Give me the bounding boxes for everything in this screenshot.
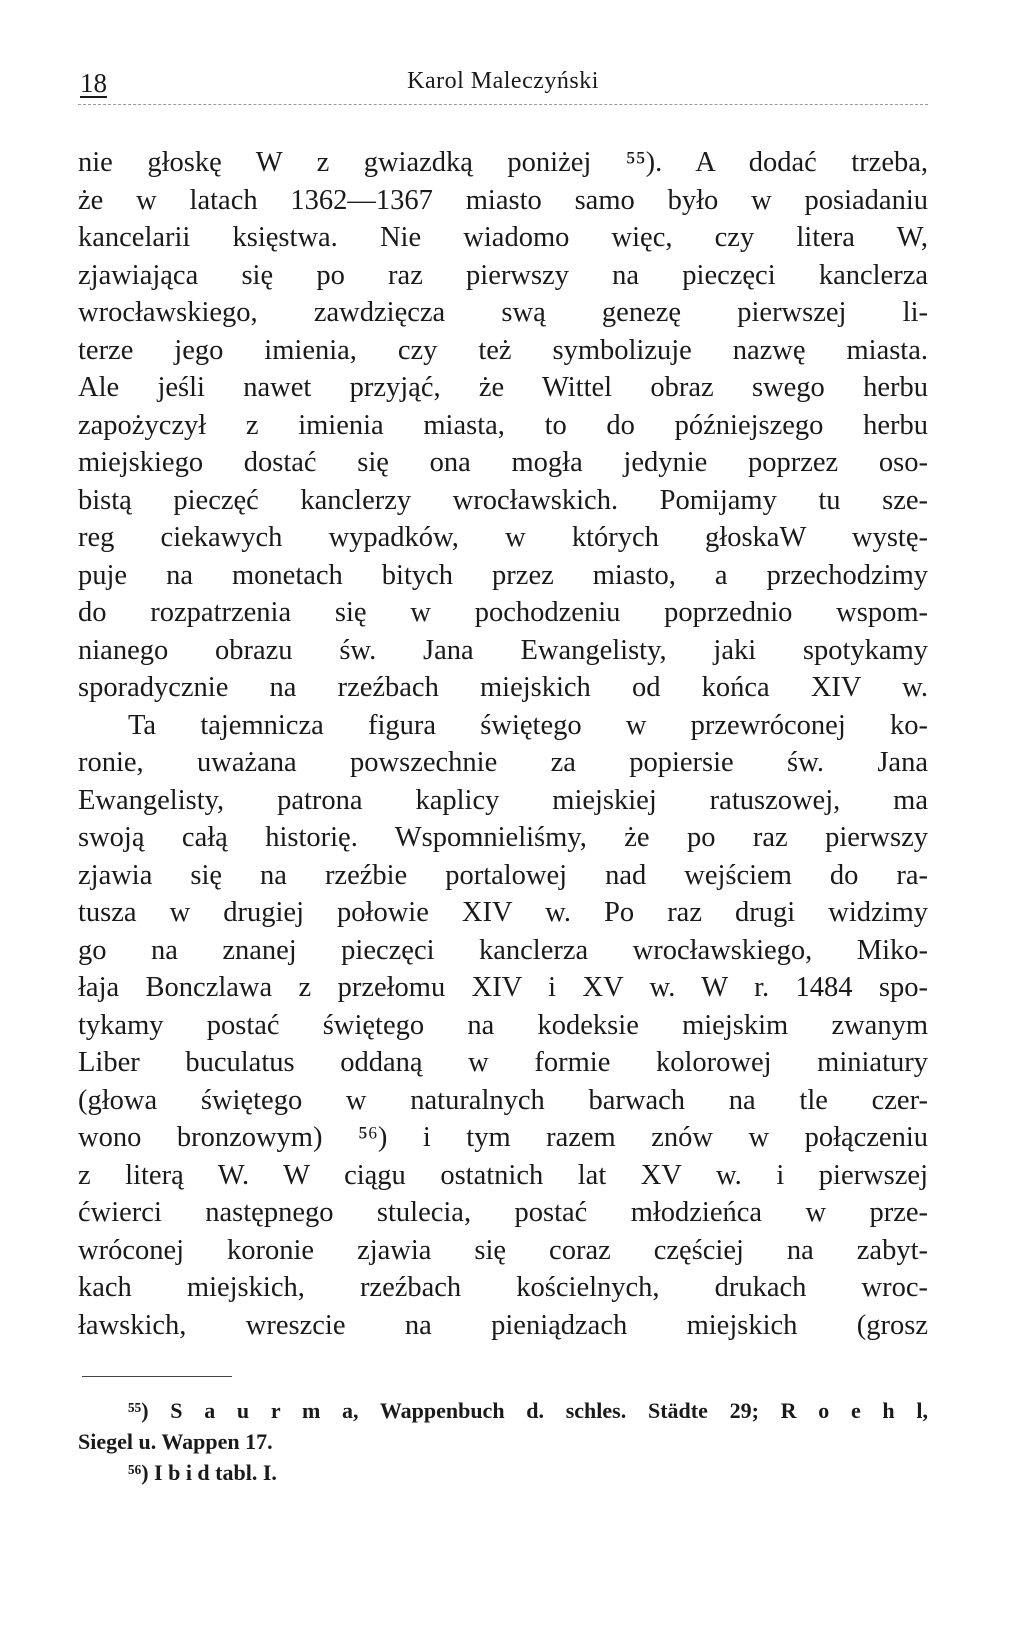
text-line: terze jego imienia, czy też symbolizuje nazwę miasta. [78, 334, 928, 366]
header-rule [78, 104, 928, 105]
text-line: nie głoskę W z gwiazdką poniżej ⁵⁵). A dodać trzeba, [78, 147, 928, 178]
text-line: kancelarii księstwa. Nie wiadomo więc, czy litera W, [78, 222, 928, 253]
text-line: wono bronzowym) ⁵⁶) i tym razem znów w połączeniu [78, 1122, 928, 1153]
text-line: zapożyczył z imienia miasta, to do późniejszego herbu [78, 409, 928, 441]
text-line: Ale jeśli nawet przyjąć, że Wittel obraz swego herbu [78, 372, 928, 403]
footnote-rule [82, 1376, 232, 1377]
text-line: (głowa świętego w naturalnych barwach na tle czer- [78, 1084, 928, 1116]
text-line: że w latach 1362—1367 miasto samo było w posiadaniu [78, 184, 928, 216]
text-line: ćwierci następnego stulecia, postać młodzieńca w prze- [78, 1197, 928, 1228]
text-line: do rozpatrzenia się w pochodzeniu poprzednio wspom- [78, 597, 928, 628]
text-line: swoją całą historię. Wspomnieliśmy, że po raz pierwszy [78, 822, 928, 853]
text-line: reg ciekawych wypadków, w których głoskaW wystę- [78, 522, 928, 553]
text-line: ławskich, wreszcie na pieniądzach miejskich (grosz [78, 1309, 928, 1341]
text-line: wróconej koronie zjawia się coraz częściej na zabyt- [78, 1234, 928, 1266]
footnote-55: ⁵⁵) S a u r m a, Wappenbuch d. schles. Städte 29; R o e h l, [128, 1398, 928, 1423]
text-line: sporadycznie na rzeźbach miejskich od końca XIV w. [78, 672, 928, 703]
text-line: puje na monetach bitych przez miasto, a przechodzimy [78, 559, 928, 591]
text-line: miejskiego dostać się ona mogła jedynie poprzez oso- [78, 447, 928, 478]
page-number: 18 [80, 68, 107, 98]
text-line: tykamy postać świętego na kodeksie miejskim zwanym [78, 1009, 928, 1041]
page-header [78, 60, 928, 104]
text-line: go na znanej pieczęci kanclerza wrocławskiego, Miko- [78, 934, 928, 966]
text-line: wrocławskiego, zawdzięcza swą genezę pierwszej li- [78, 297, 928, 328]
text-line: ronie, uważana powszechnie za popiersie św. Jana [78, 747, 928, 778]
footnotes [78, 1395, 928, 1488]
text-line: kach miejskich, rzeźbach kościelnych, drukach wroc- [78, 1272, 928, 1303]
text-line: łaja Bonczlawa z przełomu XIV i XV w. W r. 1484 spo- [78, 972, 928, 1003]
text-line: Liber buculatus oddaną w formie kolorowej miniatury [78, 1047, 928, 1078]
text-line: nianego obrazu św. Jana Ewangelisty, jaki spotykamy [78, 634, 928, 666]
footnote-55-continuation: Siegel u. Wappen 17. [78, 1429, 273, 1454]
text-line: Ewangelisty, patrona kaplicy miejskiej ratuszowej, ma [78, 784, 928, 816]
footnote-56: ⁵⁶) I b i d tabl. I. [128, 1460, 277, 1485]
text-line: bistą pieczęć kanclerzy wrocławskich. Pomijamy tu sze- [78, 484, 928, 516]
book-page [78, 60, 928, 1488]
body-text [78, 144, 928, 1344]
text-line: tusza w drugiej połowie XIV w. Po raz drugi widzimy [78, 897, 928, 928]
text-line: zjawia się na rzeźbie portalowej nad wejściem do ra- [78, 859, 928, 891]
text-line: Ta tajemnicza figura świętego w przewróconej ko- [128, 709, 928, 741]
text-line: zjawiająca się po raz pierwszy na pieczęci kanclerza [78, 259, 928, 291]
text-line: z literą W. W ciągu ostatnich lat XV w. i pierwszej [78, 1159, 928, 1191]
running-title: Karol Maleczyński [407, 68, 599, 94]
